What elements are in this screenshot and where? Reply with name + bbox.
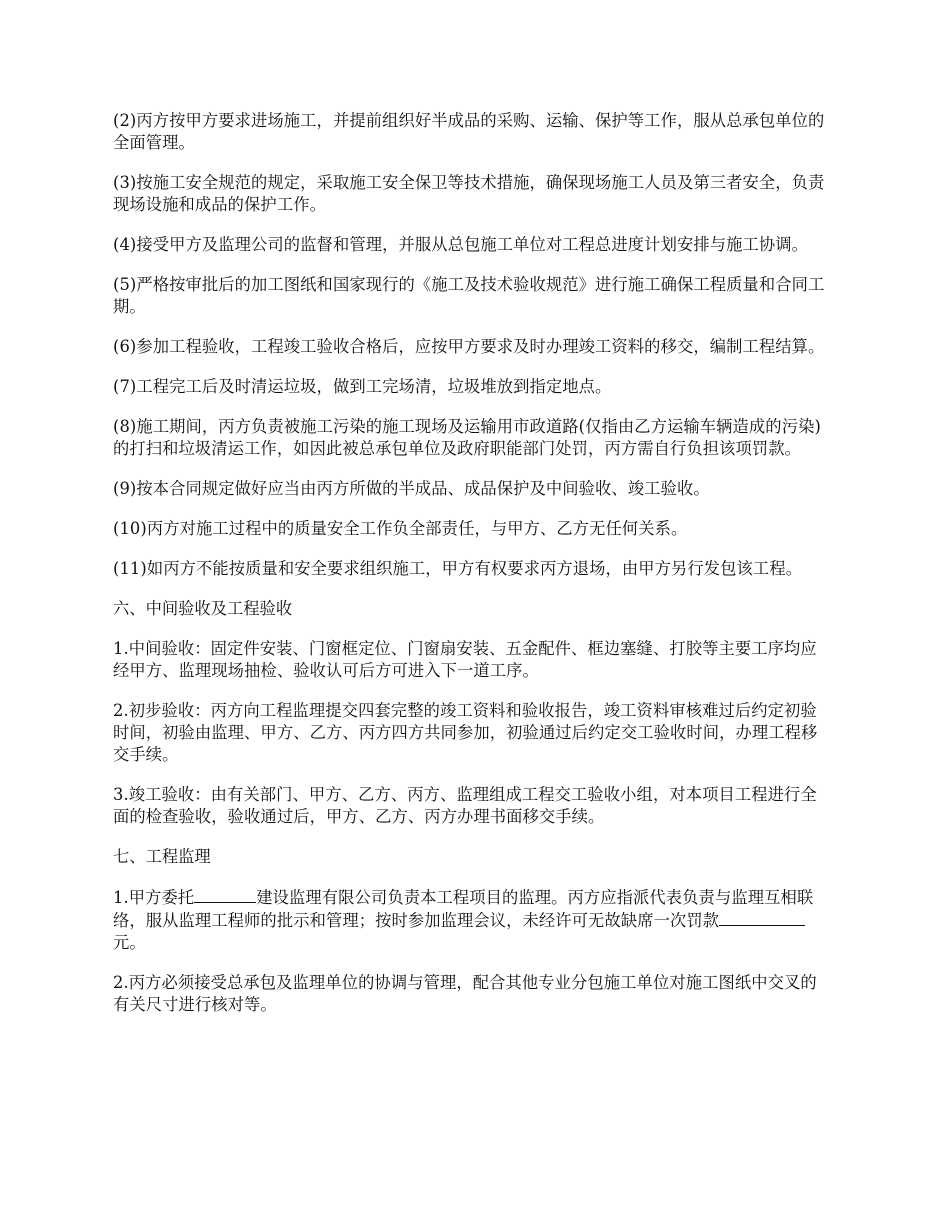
clause-5-5: (5)严格按审批后的加工图纸和国家现行的《施工及技术验收规范》进行施工确保工程质量和合同工期。 [113, 275, 825, 316]
clause-7-1-part1: 1.甲方委托 [113, 888, 195, 907]
clause-5-6: (6)参加工程验收，工程竣工验收合格后，应按甲方要求及时办理竣工资料的移交，编制工程结算。 [113, 337, 825, 356]
document-page [113, 110, 833, 1034]
clause-7-2: 2.丙方必须接受总承包及监理单位的协调与管理，配合其他专业分包施工单位对施工图纸中交叉的有关尺寸进行核对等。 [113, 973, 817, 1014]
section-seven-heading: 七、工程监理 [113, 847, 211, 866]
clause-5-4: (4)接受甲方及监理公司的监督和管理，并服从总包施工单位对工程总进度计划安排与施工协调。 [113, 235, 808, 254]
fine-amount-blank[interactable] [719, 909, 805, 926]
section-six-heading: 六、中间验收及工程验收 [113, 599, 293, 618]
clause-5-8: (8)施工期间，丙方负责被施工污染的施工现场及运输用市政道路(仅指由乙方运输车辆造成的污染)的打扫和垃圾清运工作，如因此被总承包单位及政府职能部门处罚，丙方需自行负担该项罚款。 [113, 417, 821, 458]
clause-6-1: 1.中间验收：固定件安装、门窗框定位、门窗扇安装、五金配件、框边塞缝、打胶等主要工序均应经甲方、监理现场抽检、验收认可后方可进入下一道工序。 [113, 639, 817, 680]
clause-5-7: (7)工程完工后及时清运垃圾，做到工完场清，垃圾堆放到指定地点。 [113, 377, 612, 396]
clause-5-9: (9)按本合同规定做好应当由丙方所做的半成品、成品保护及中间验收、竣工验收。 [113, 479, 710, 498]
clause-5-3: (3)按施工安全规范的规定，采取施工安全保卫等技术措施，确保现场施工人员及第三者安全，负责现场设施和成品的保护工作。 [113, 173, 825, 214]
supervisor-name-blank[interactable] [194, 886, 256, 903]
clause-6-3: 3.竣工验收：由有关部门、甲方、乙方、丙方、监理组成工程交工验收小组，对本项目工程进行全面的检查验收，验收通过后，甲方、乙方、丙方办理书面移交手续。 [113, 785, 817, 826]
clause-6-2: 2.初步验收：丙方向工程监理提交四套完整的竣工资料和验收报告，竣工资料审核难过后约定初验时间，初验由监理、甲方、乙方、丙方四方共同参加，初验通过后约定交工验收时间，办理工程移交手续。 [113, 701, 818, 764]
clause-7-1-part3: 元。 [113, 933, 146, 952]
clause-7-1-part2: 建设监理有限公司负责本工程项目的监理。丙方应指派代表负责与监理互相联络，服从监理工程师的批示和管理；按时参加监理会议，未经许可无故缺席一次罚款 [113, 888, 814, 930]
clause-5-2: (2)丙方按甲方要求进场施工，并提前组织好半成品的采购、运输、保护等工作，服从总承包单位的全面管理。 [113, 111, 825, 152]
clause-7-1 [113, 886, 833, 954]
clause-5-11: (11)如丙方不能按质量和安全要求组织施工，甲方有权要求丙方退场，由甲方另行发包该工程。 [113, 559, 803, 578]
clause-5-10: (10)丙方对施工过程中的质量安全工作负全部责任，与甲方、乙方无任何关系。 [113, 519, 688, 538]
